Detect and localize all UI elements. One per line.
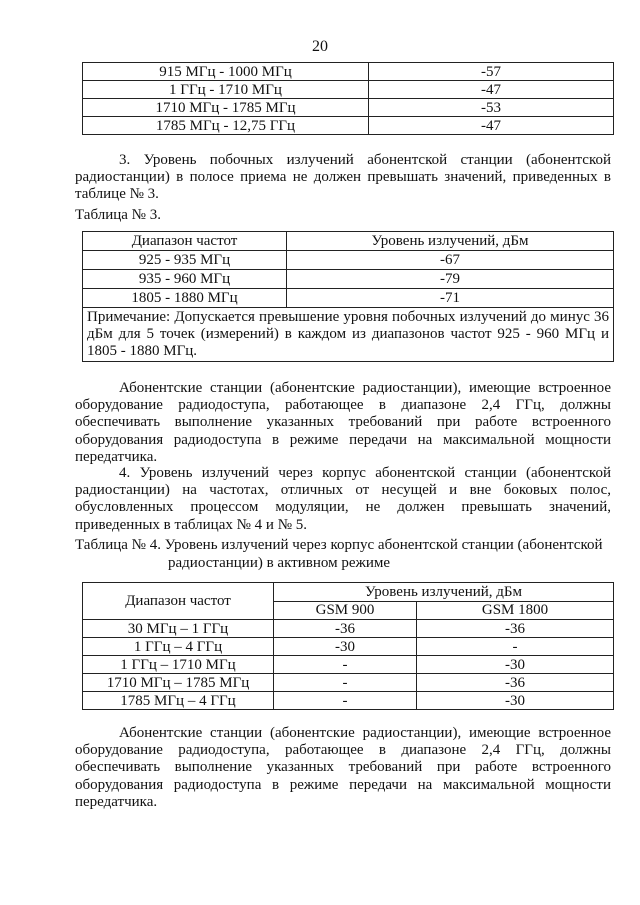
table-note-row xyxy=(83,308,614,362)
table-row xyxy=(83,270,614,289)
table-top xyxy=(82,62,614,135)
header-level: Уровень излучений, дБм xyxy=(287,232,614,251)
gsm1800-cell: - xyxy=(417,638,614,656)
value-cell: -79 xyxy=(287,270,614,289)
table4-caption-line1: Таблица № 4. Уровень излучений через корпус абонентской станции (абонентской xyxy=(75,537,603,553)
range-cell: 1805 - 1880 МГц xyxy=(83,289,287,308)
value-cell: -47 xyxy=(369,81,614,99)
page-number: 20 xyxy=(312,38,328,55)
gsm900-cell: - xyxy=(274,674,417,692)
range-cell: 30 МГц – 1 ГГц xyxy=(83,620,274,638)
gsm900-cell: - xyxy=(274,656,417,674)
range-cell: 925 - 935 МГц xyxy=(83,251,287,270)
range-cell: 1 ГГц – 1710 МГц xyxy=(83,656,274,674)
paragraph-radio-access-1-text: Абонентские станции (абонентские радиостанции), имеющие встроенное оборудование радиодоступа, работающее в диапазоне 2,4 ГГц, должны обеспечивать выполнение указанных требований при работе встроенного оборудования радиодоступа в режиме передачи на максимальной мощности передатчика. xyxy=(75,380,611,465)
paragraph-3 xyxy=(75,152,611,204)
value-cell: -57 xyxy=(369,63,614,81)
table-row xyxy=(83,99,614,117)
table-row xyxy=(83,251,614,270)
range-cell: 1785 МГц - 12,75 ГГц xyxy=(83,117,369,135)
range-cell: 1785 МГц – 4 ГГц xyxy=(83,692,274,710)
range-cell: 1 ГГц – 4 ГГц xyxy=(83,638,274,656)
value-cell: -71 xyxy=(287,289,614,308)
table-header-row xyxy=(83,583,614,602)
paragraph-radio-access-1 xyxy=(75,380,611,466)
table-header-row xyxy=(83,232,614,251)
gsm900-cell: - xyxy=(274,692,417,710)
value-cell: -47 xyxy=(369,117,614,135)
range-cell: 1710 МГц – 1785 МГц xyxy=(83,674,274,692)
table-row xyxy=(83,289,614,308)
table-row xyxy=(83,692,614,710)
header-level: Уровень излучений, дБм xyxy=(274,583,614,602)
gsm900-cell: -30 xyxy=(274,638,417,656)
table-row xyxy=(83,620,614,638)
table3-caption: Таблица № 3. xyxy=(75,207,161,223)
gsm1800-cell: -36 xyxy=(417,674,614,692)
table4-caption-line2: радиостанции) в активном режиме xyxy=(168,555,391,571)
paragraph-4 xyxy=(75,465,611,534)
header-gsm1800: GSM 1800 xyxy=(417,601,614,620)
paragraph-4-text: 4. Уровень излучений через корпус абонентской станции (абонентской радиостанции) на частотах, отличных от несущей и вне боковых полос, обусловленных процессом модуляции, не должен превышать значений, приведенных в таблицах № 4 и № 5. xyxy=(75,465,611,533)
range-cell: 935 - 960 МГц xyxy=(83,270,287,289)
paragraph-radio-access-2-text: Абонентские станции (абонентские радиостанции), имеющие встроенное оборудование радиодоступа, работающее в диапазоне 2,4 ГГц, должны обеспечивать выполнение указанных требований при работе встроенного оборудования радиодоступа в режиме передачи на максимальной мощности передатчика. xyxy=(75,725,611,810)
value-cell: -67 xyxy=(287,251,614,270)
header-gsm900: GSM 900 xyxy=(274,601,417,620)
header-range: Диапазон частот xyxy=(83,232,287,251)
table-4 xyxy=(82,582,614,710)
table-row xyxy=(83,81,614,99)
range-cell: 915 МГц - 1000 МГц xyxy=(83,63,369,81)
range-cell: 1710 МГц - 1785 МГц xyxy=(83,99,369,117)
value-cell: -53 xyxy=(369,99,614,117)
paragraph-radio-access-2 xyxy=(75,725,611,811)
table3-note: Примечание: Допускается превышение уровня побочных излучений до минус 36 дБм для 5 точек (измерений) в каждом из диапазонов частот 925 - 960 МГц и 1805 - 1880 МГц. xyxy=(83,308,614,362)
paragraph-3-text: 3. Уровень побочных излучений абонентской станции (абонентской радиостанции) в полосе приема не должен превышать значений, приведенных в таблице № 3. xyxy=(75,152,611,203)
gsm1800-cell: -36 xyxy=(417,620,614,638)
gsm1800-cell: -30 xyxy=(417,656,614,674)
gsm1800-cell: -30 xyxy=(417,692,614,710)
table-row xyxy=(83,638,614,656)
table-row xyxy=(83,674,614,692)
range-cell: 1 ГГц - 1710 МГц xyxy=(83,81,369,99)
table-row xyxy=(83,656,614,674)
table-row xyxy=(83,63,614,81)
table-row xyxy=(83,117,614,135)
gsm900-cell: -36 xyxy=(274,620,417,638)
table-3 xyxy=(82,231,614,362)
header-range: Диапазон частот xyxy=(83,583,274,620)
